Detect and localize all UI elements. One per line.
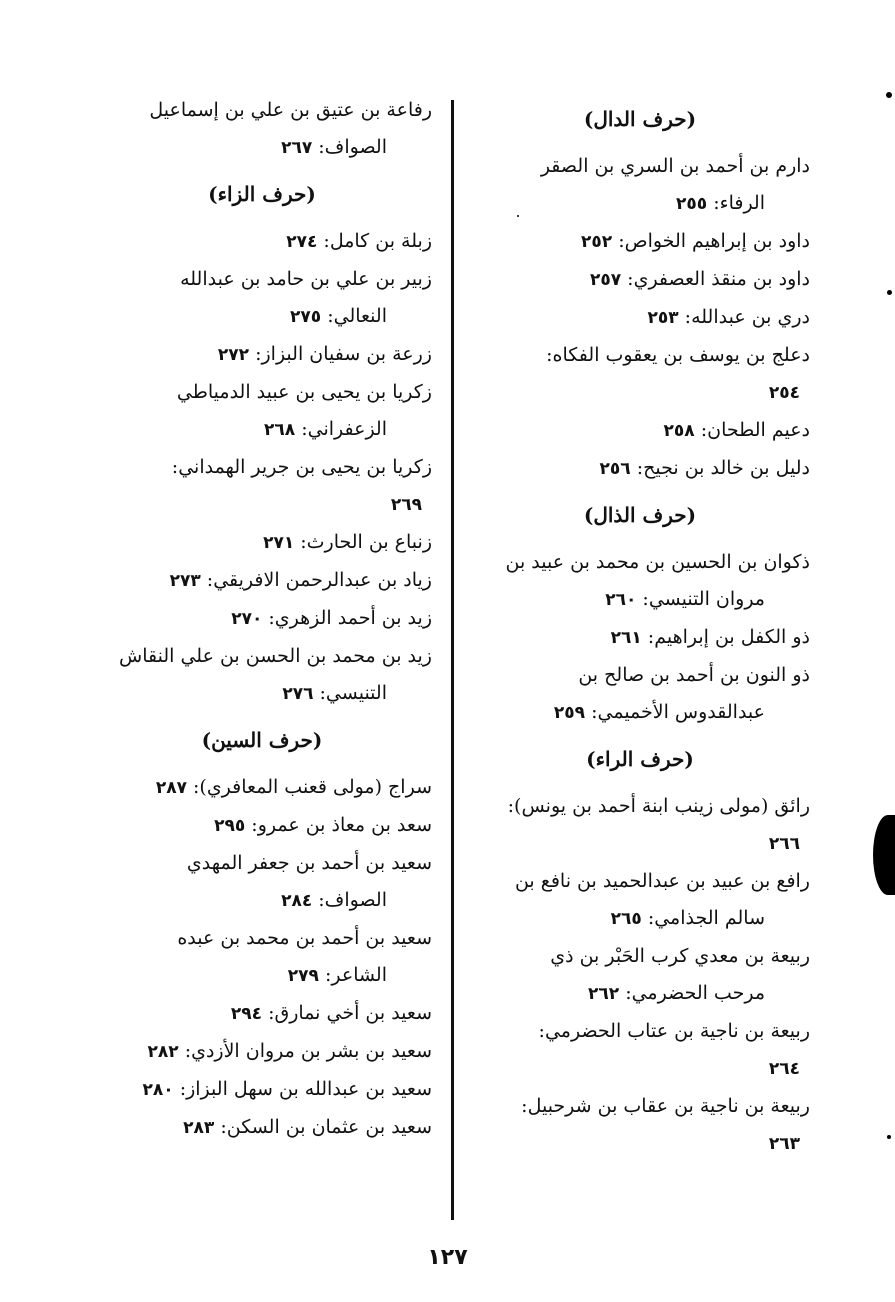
- entry-name-continued: عبدالقدوس الأخميمي:: [591, 701, 765, 723]
- index-entry: [92, 638, 432, 713]
- page-reference: ٢٥٥: [676, 194, 708, 214]
- page-reference: ٢٨٢: [147, 1042, 179, 1062]
- page-reference: ٢٥٩: [553, 703, 586, 723]
- page-reference: ٢٧٤: [286, 232, 318, 252]
- page-reference: ٢٥٨: [663, 421, 695, 441]
- entry-name: زيد بن أحمد الزهري:: [268, 607, 432, 629]
- page-reference: ٢٦٨: [264, 420, 296, 440]
- entry-name: رافع بن عبيد بن عبدالحميد بن نافع بن: [514, 870, 810, 892]
- entry-continuation: [470, 581, 810, 619]
- entry-name: سعد بن معاذ بن عمرو:: [251, 814, 432, 836]
- entry-name: زكريا بن يحيى بن عبيد الدمياطي: [176, 381, 432, 403]
- index-entry: [92, 223, 432, 261]
- left-column: [92, 92, 432, 1147]
- section-heading: (حرف الراء): [586, 747, 694, 771]
- entry-continuation: [92, 675, 432, 713]
- index-entry: [470, 938, 810, 1013]
- index-entry: [92, 1109, 432, 1147]
- section-heading: (حرف الدال): [583, 107, 697, 131]
- page-reference: ٢٦٤: [768, 1059, 800, 1079]
- page-reference: ٢٦٢: [588, 984, 620, 1004]
- index-entry: [92, 92, 432, 167]
- index-entry: [92, 995, 432, 1033]
- entry-name: دعيم الطحان:: [700, 419, 810, 441]
- entry-continuation: [470, 975, 810, 1013]
- page-reference: ٢٨٤: [281, 891, 313, 911]
- page-reference: ٢٦٣: [768, 1134, 800, 1154]
- page-reference: ٢٧٩: [287, 966, 319, 986]
- index-entry: [470, 223, 810, 261]
- entry-name: زرعة بن سفيان البزاز:: [255, 343, 432, 365]
- entry-continuation: [470, 900, 810, 938]
- entry-continuation: [92, 957, 432, 995]
- entry-name-continued: مروان التنيسي:: [642, 588, 765, 610]
- page-reference: ٢٧٢: [217, 345, 250, 365]
- page-reference: ٢٩٤: [230, 1004, 263, 1024]
- page-reference: ٢٥٦: [599, 459, 631, 479]
- index-entry: [92, 261, 432, 336]
- page-reference: ٢٦٥: [610, 909, 642, 929]
- entry-continuation: [470, 1050, 810, 1088]
- page-reference: ٢٦٩: [390, 495, 422, 515]
- page-reference: ٢٥٤: [768, 383, 800, 403]
- column-divider: [451, 100, 454, 1220]
- index-entry: [470, 337, 810, 412]
- entry-name: زبلة بن كامل:: [323, 230, 432, 252]
- scan-speck: [887, 1135, 891, 1139]
- entry-name: سعيد بن أحمد بن جعفر المهدي: [186, 852, 432, 874]
- section-heading: (حرف السين): [201, 728, 323, 752]
- index-entry: [470, 619, 810, 657]
- entry-name-continued: الصواف:: [318, 136, 387, 158]
- index-entry: [92, 845, 432, 920]
- page-reference: ٢٧١: [263, 533, 295, 553]
- entry-name-continued: الصواف:: [318, 889, 387, 911]
- index-entry: [92, 769, 432, 807]
- scan-speck: [886, 92, 892, 98]
- entry-name: سراج (مولى قعنب المعافري):: [193, 776, 432, 798]
- index-entry: [470, 863, 810, 938]
- entry-continuation: [92, 486, 432, 524]
- entry-name: سعيد بن أخي نمارق:: [268, 1002, 432, 1024]
- entry-name-continued: الزعفراني:: [301, 418, 387, 440]
- entry-name-continued: الشاعر:: [324, 964, 387, 986]
- entry-name: زياد بن عبدالرحمن الافريقي:: [206, 569, 432, 591]
- entry-name: دري بن عبدالله:: [684, 306, 810, 328]
- entry-continuation: [470, 185, 810, 223]
- entry-name: زنباع بن الحارث:: [300, 531, 432, 553]
- page-number: ١٢٧: [427, 1245, 468, 1270]
- page-reference: ٢٩٥: [214, 816, 246, 836]
- index-entry: [470, 788, 810, 863]
- section-heading: (حرف الزاء): [208, 182, 316, 206]
- section-heading: (حرف الذال): [583, 503, 697, 527]
- page-reference: ٢٧٥: [290, 307, 322, 327]
- entry-name: رائق (مولى زينب ابنة أحمد بن يونس):: [507, 795, 810, 817]
- scan-speck: [887, 290, 892, 295]
- page-reference: ٢٦٧: [281, 138, 313, 158]
- entry-name-continued: الرفاء:: [713, 192, 765, 214]
- page-reference: ٢٧٦: [282, 684, 314, 704]
- entry-name: ربيعة بن ناجية بن عتاب الحضرمي:: [538, 1020, 810, 1042]
- index-entry: [92, 807, 432, 845]
- entry-name: ربيعة بن ناجية بن عقاب بن شرحبيل:: [521, 1095, 810, 1117]
- index-entry: [92, 449, 432, 524]
- page-reference: ٢٥٧: [589, 270, 622, 290]
- page-reference: ٢٨٣: [183, 1118, 215, 1138]
- entry-name: سعيد بن عبدالله بن سهل البزاز:: [179, 1078, 432, 1100]
- index-entry: [470, 657, 810, 732]
- index-entry: [92, 600, 432, 638]
- index-entry: [92, 336, 432, 374]
- index-entry: [92, 1033, 432, 1071]
- page-reference: ٢٥٢: [581, 232, 613, 252]
- entry-name: زيد بن محمد بن الحسن بن علي النقاش: [119, 645, 432, 667]
- index-entry: [470, 148, 810, 223]
- entry-name: زكريا بن يحيى بن جرير الهمداني:: [171, 456, 432, 478]
- entry-name: رفاعة بن عتيق بن علي بن إسماعيل: [149, 99, 432, 121]
- entry-name: ذو الكفل بن إبراهيم:: [647, 626, 810, 648]
- right-column: [470, 92, 810, 1163]
- entry-name: زبير بن علي بن حامد بن عبدالله: [180, 268, 432, 290]
- scan-speck: [517, 215, 519, 217]
- page-reference: ٢٦١: [610, 628, 642, 648]
- entry-name-continued: التنيسي:: [319, 682, 387, 704]
- entry-name: سعيد بن عثمان بن السكن:: [220, 1116, 432, 1138]
- entry-name-continued: مرحب الحضرمي:: [625, 982, 765, 1004]
- page-reference: ٢٨٧: [155, 778, 187, 798]
- scan-blot: [873, 815, 895, 895]
- entry-continuation: [470, 374, 810, 412]
- entry-continuation: [92, 411, 432, 449]
- index-entry: [470, 299, 810, 337]
- entry-name: دليل بن خالد بن نجيح:: [636, 457, 810, 479]
- page-reference: ٢٥٣: [647, 308, 679, 328]
- page-reference: ٢٨٠: [142, 1080, 174, 1100]
- entry-name: داود بن منقذ العصفري:: [627, 268, 810, 290]
- entry-continuation: [92, 882, 432, 920]
- entry-continuation: [92, 129, 432, 167]
- entry-name: سعيد بن أحمد بن محمد بن عبده: [177, 927, 432, 949]
- entry-name: ربيعة بن معدي كرب الحَبْر بن ذي: [550, 945, 810, 967]
- index-entry: [470, 1088, 810, 1163]
- index-entry: [470, 450, 810, 488]
- entry-name: ذكوان بن الحسين بن محمد بن عبيد بن: [505, 551, 810, 573]
- index-entry: [470, 412, 810, 450]
- entry-continuation: [470, 694, 810, 732]
- entry-name: ذو النون بن أحمد بن صالح بن: [578, 664, 810, 686]
- index-entry: [470, 544, 810, 619]
- index-entry: [92, 562, 432, 600]
- entry-name: دارم بن أحمد بن السري بن الصقر: [540, 155, 810, 177]
- page-reference: ٢٧٠: [231, 609, 263, 629]
- entry-name-continued: النعالي:: [327, 305, 387, 327]
- index-entry: [470, 1013, 810, 1088]
- entry-name-continued: سالم الجذامي:: [647, 907, 765, 929]
- index-entry: [470, 261, 810, 299]
- entry-continuation: [92, 298, 432, 336]
- index-entry: [92, 920, 432, 995]
- index-entry: [92, 374, 432, 449]
- entry-continuation: [470, 1125, 810, 1163]
- entry-continuation: [470, 825, 810, 863]
- index-entry: [92, 1071, 432, 1109]
- entry-name: سعيد بن بشر بن مروان الأزدي:: [184, 1040, 432, 1062]
- page-reference: ٢٦٦: [768, 834, 800, 854]
- index-entry: [92, 524, 432, 562]
- page-reference: ٢٦٠: [605, 590, 637, 610]
- entry-name: داود بن إبراهيم الخواص:: [618, 230, 810, 252]
- entry-name: دعلج بن يوسف بن يعقوب الفكاه:: [546, 344, 810, 366]
- page-reference: ٢٧٣: [169, 571, 201, 591]
